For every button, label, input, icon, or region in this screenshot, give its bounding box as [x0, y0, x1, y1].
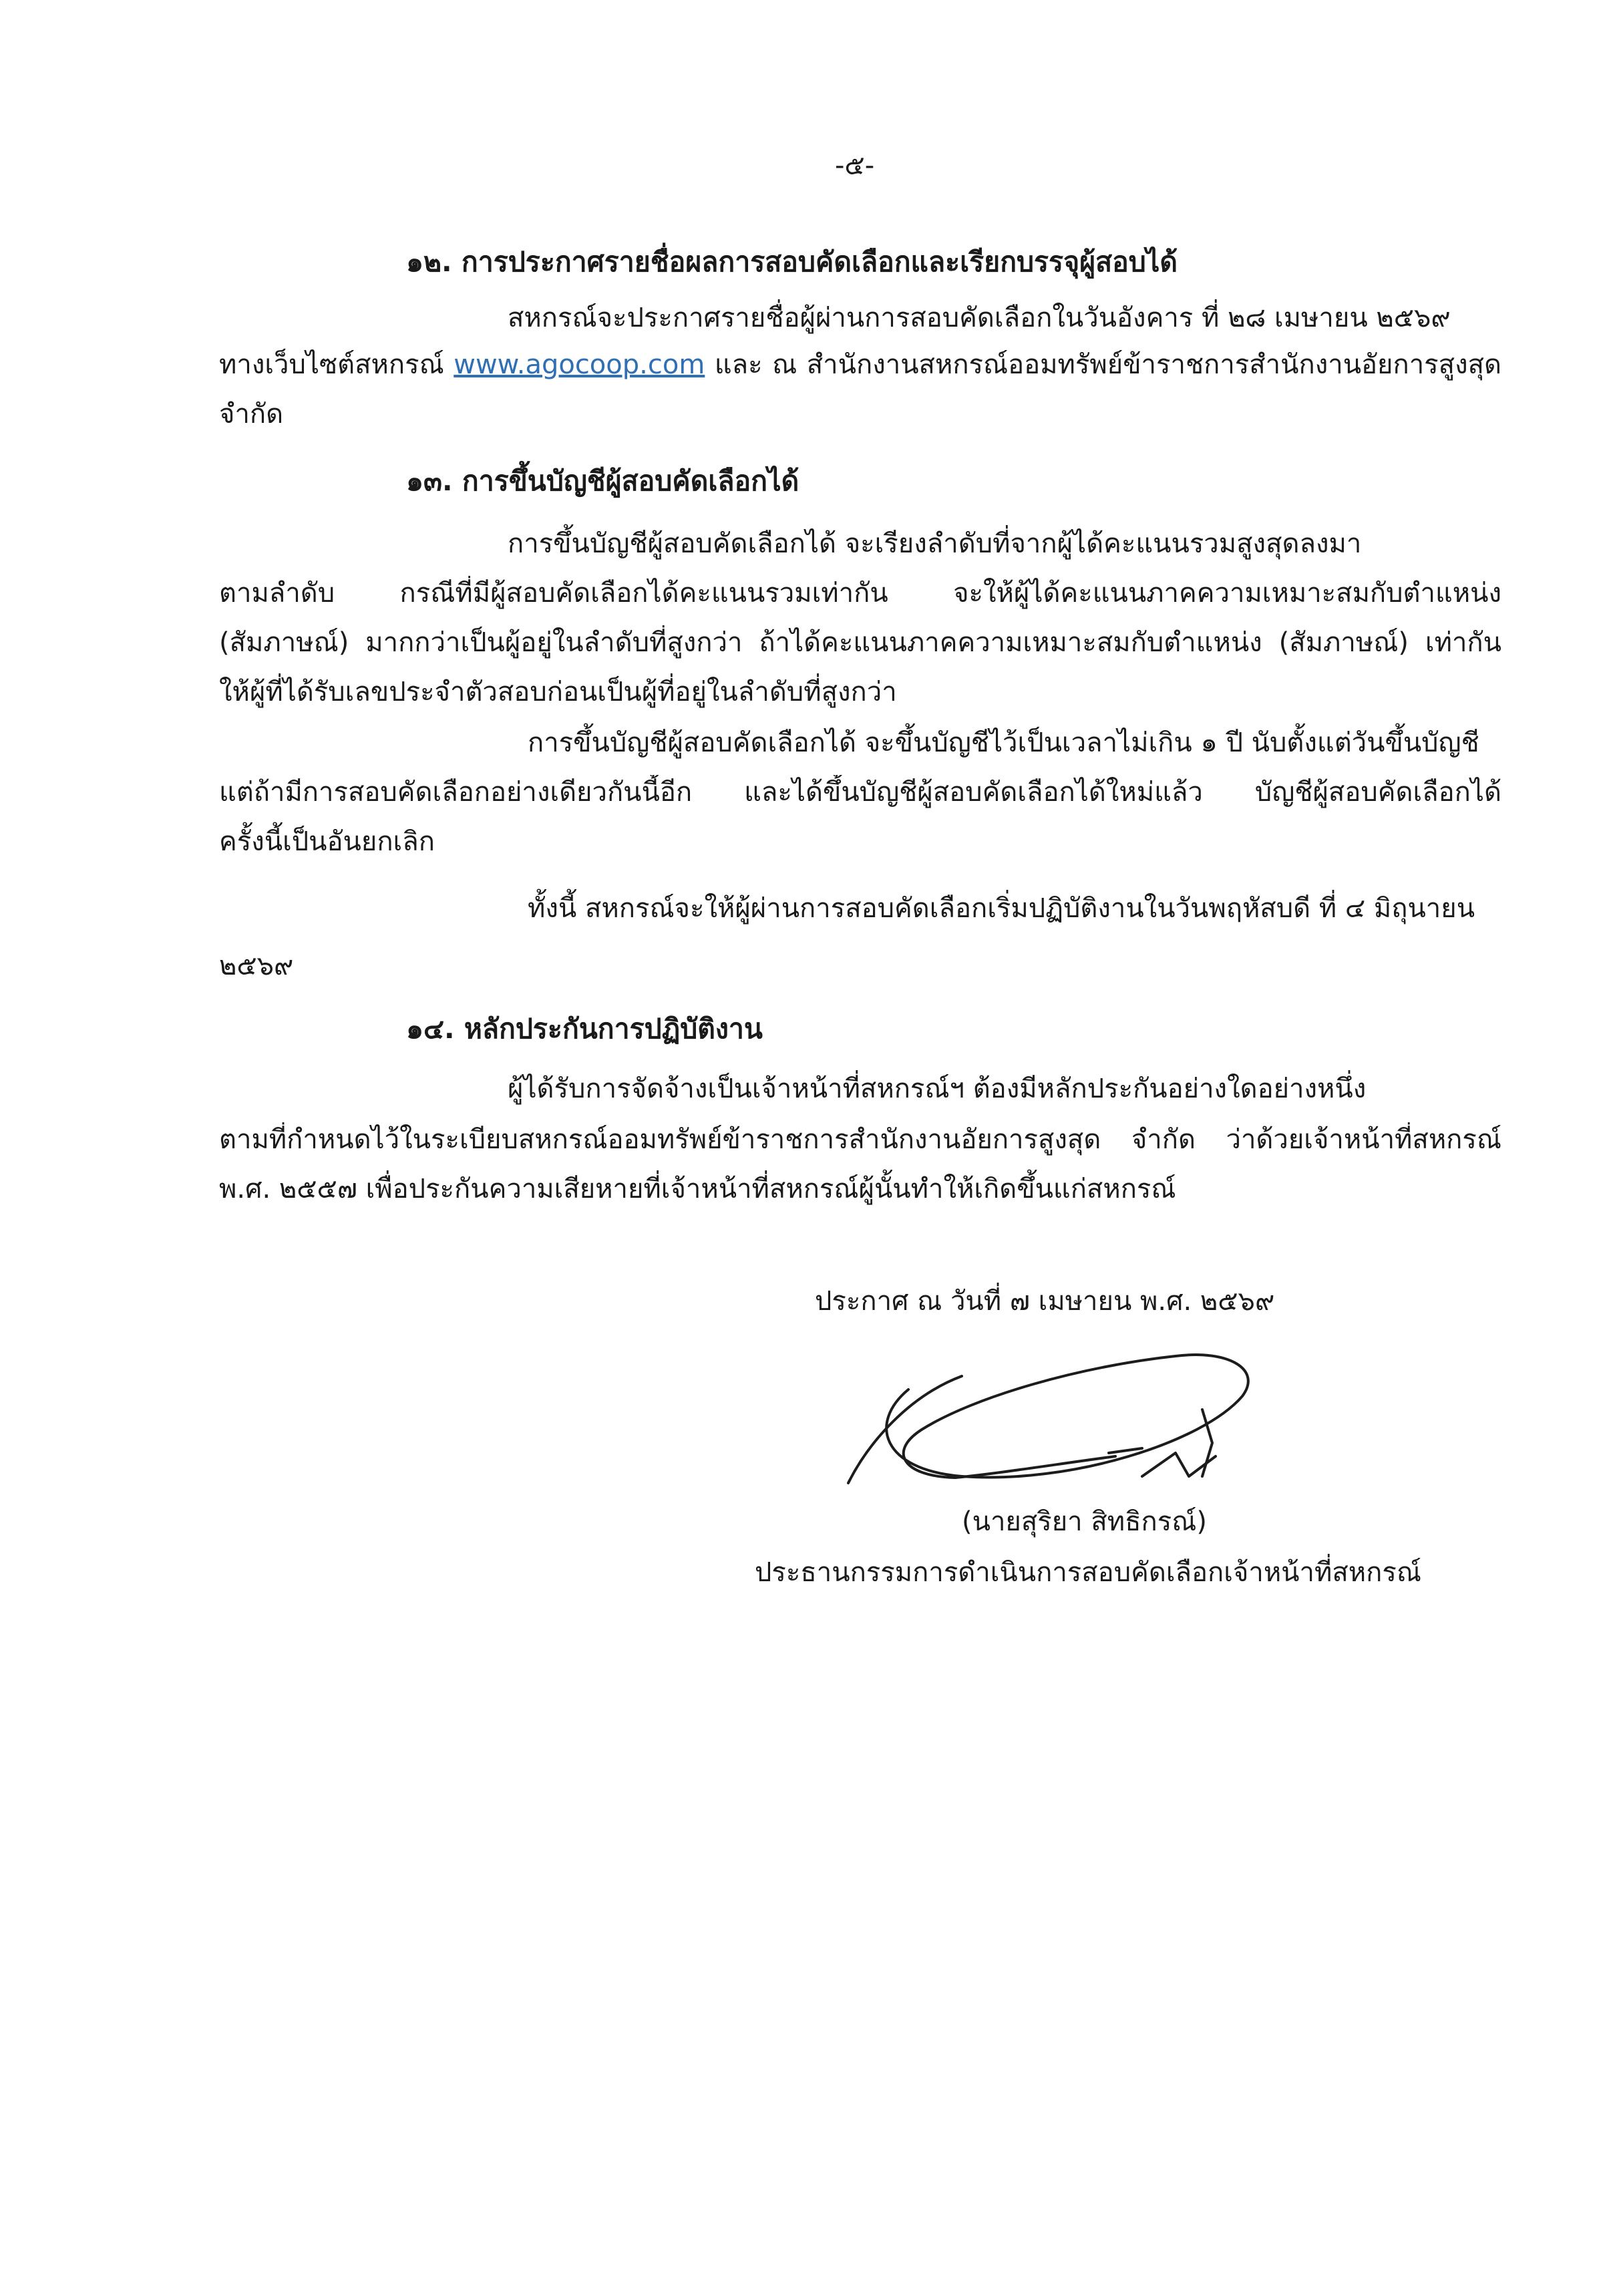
section-13-p2-line-3: ครั้งนี้เป็นอันยกเลิก [219, 826, 435, 857]
section-14-p1-line-1: ผู้ได้รับการจัดจ้างเป็นเจ้าหน้าที่สหกรณ์ฯ ต้องมีหลักประกันอย่างใดอย่างหนึ่ง [508, 1074, 1367, 1104]
section-12-heading: ๑๒. การประกาศรายชื่อผลการสอบคัดเลือกและเรียกบรรจุผู้สอบได้ [406, 246, 1178, 278]
section-13-p2-line-1: การขึ้นบัญชีผู้สอบคัดเลือกได้ จะขึ้นบัญชีไว้เป็นเวลาไม่เกิน ๑ ปี นับตั้งแต่วันขึ้นบัญชี [528, 727, 1479, 758]
signer-title: ประธานกรรมการดำเนินการสอบคัดเลือกเจ้าหน้าที่สหกรณ์ [755, 1557, 1421, 1588]
announcement-date: ประกาศ ณ วันที่ ๗ เมษายน พ.ศ. ๒๕๖๙ [815, 1286, 1275, 1317]
page-number: -๕- [835, 150, 875, 181]
section-12-line-1: สหกรณ์จะประกาศรายชื่อผู้ผ่านการสอบคัดเลือกในวันอังคาร ที่ ๒๘ เมษายน ๒๕๖๙ [508, 303, 1451, 333]
section-13-p1-line-4: ให้ผู้ที่ได้รับเลขประจำตัวสอบก่อนเป็นผู้ที่อยู่ในลำดับที่สูงกว่า [219, 677, 897, 707]
signature [828, 1309, 1296, 1523]
section-13-p3-line-1: ทั้งนี้ สหกรณ์จะให้ผู้ผ่านการสอบคัดเลือกเริ่มปฏิบัติงานในวันพฤหัสบดี ที่ ๔ มิถุนายน [528, 893, 1475, 924]
section-13-p3-line-2: ๒๕๖๙ [219, 951, 294, 981]
section-13-p1-line-2: ตามลำดับ กรณีที่มีผู้สอบคัดเลือกได้คะแนนรวมเท่ากัน จะให้ผู้ได้คะแนนภาคความเหมาะสมกับตำแหน่ง [219, 578, 1501, 609]
section-14-p1-line-2: ตามที่กำหนดไว้ในระเบียบสหกรณ์ออมทรัพย์ข้าราชการสำนักงานอัยการสูงสุด จำกัด ว่าด้วยเจ้าหน้าที่สหกรณ์ [219, 1124, 1501, 1155]
section-12-line-2 [219, 347, 1501, 382]
signer-name: (นายสุริยา สิทธิกรณ์) [962, 1506, 1207, 1537]
section-13-p1-line-1: การขึ้นบัญชีผู้สอบคัดเลือกได้ จะเรียงลำดับที่จากผู้ได้คะแนนรวมสูงสุดลงมา [508, 528, 1362, 559]
website-link[interactable]: www.agocoop.com [454, 349, 705, 380]
section-12-line-2-suffix: และ ณ สำนักงานสหกรณ์ออมทรัพย์ข้าราชการสำนักงานอัยการสูงสุด [714, 349, 1501, 380]
section-14-p1-line-3: พ.ศ. ๒๕๕๗ เพื่อประกันความเสียหายที่เจ้าหน้าที่สหกรณ์ผู้นั้นทำให้เกิดขึ้นแก่สหกรณ์ [219, 1174, 1176, 1204]
section-13-p2-line-2: แต่ถ้ามีการสอบคัดเลือกอย่างเดียวกันนี้อีก และได้ขึ้นบัญชีผู้สอบคัดเลือกได้ใหม่แล้ว บัญชีผู้สอบคัดเลือกได้ [219, 777, 1501, 808]
section-12-line-3: จำกัด [219, 399, 284, 430]
section-13-heading: ๑๓. การขึ้นบัญชีผู้สอบคัดเลือกได้ [406, 465, 799, 497]
section-12-line-2-prefix: ทางเว็บไซต์สหกรณ์ [219, 349, 444, 380]
section-14-heading: ๑๔. หลักประกันการปฏิบัติงาน [406, 1013, 763, 1045]
section-13-p1-line-3: (สัมภาษณ์) มากกว่าเป็นผู้อยู่ในลำดับที่สูงกว่า ถ้าได้คะแนนภาคความเหมาะสมกับตำแหน่ง (สัมภาษณ์) เท่ากัน [219, 627, 1501, 658]
